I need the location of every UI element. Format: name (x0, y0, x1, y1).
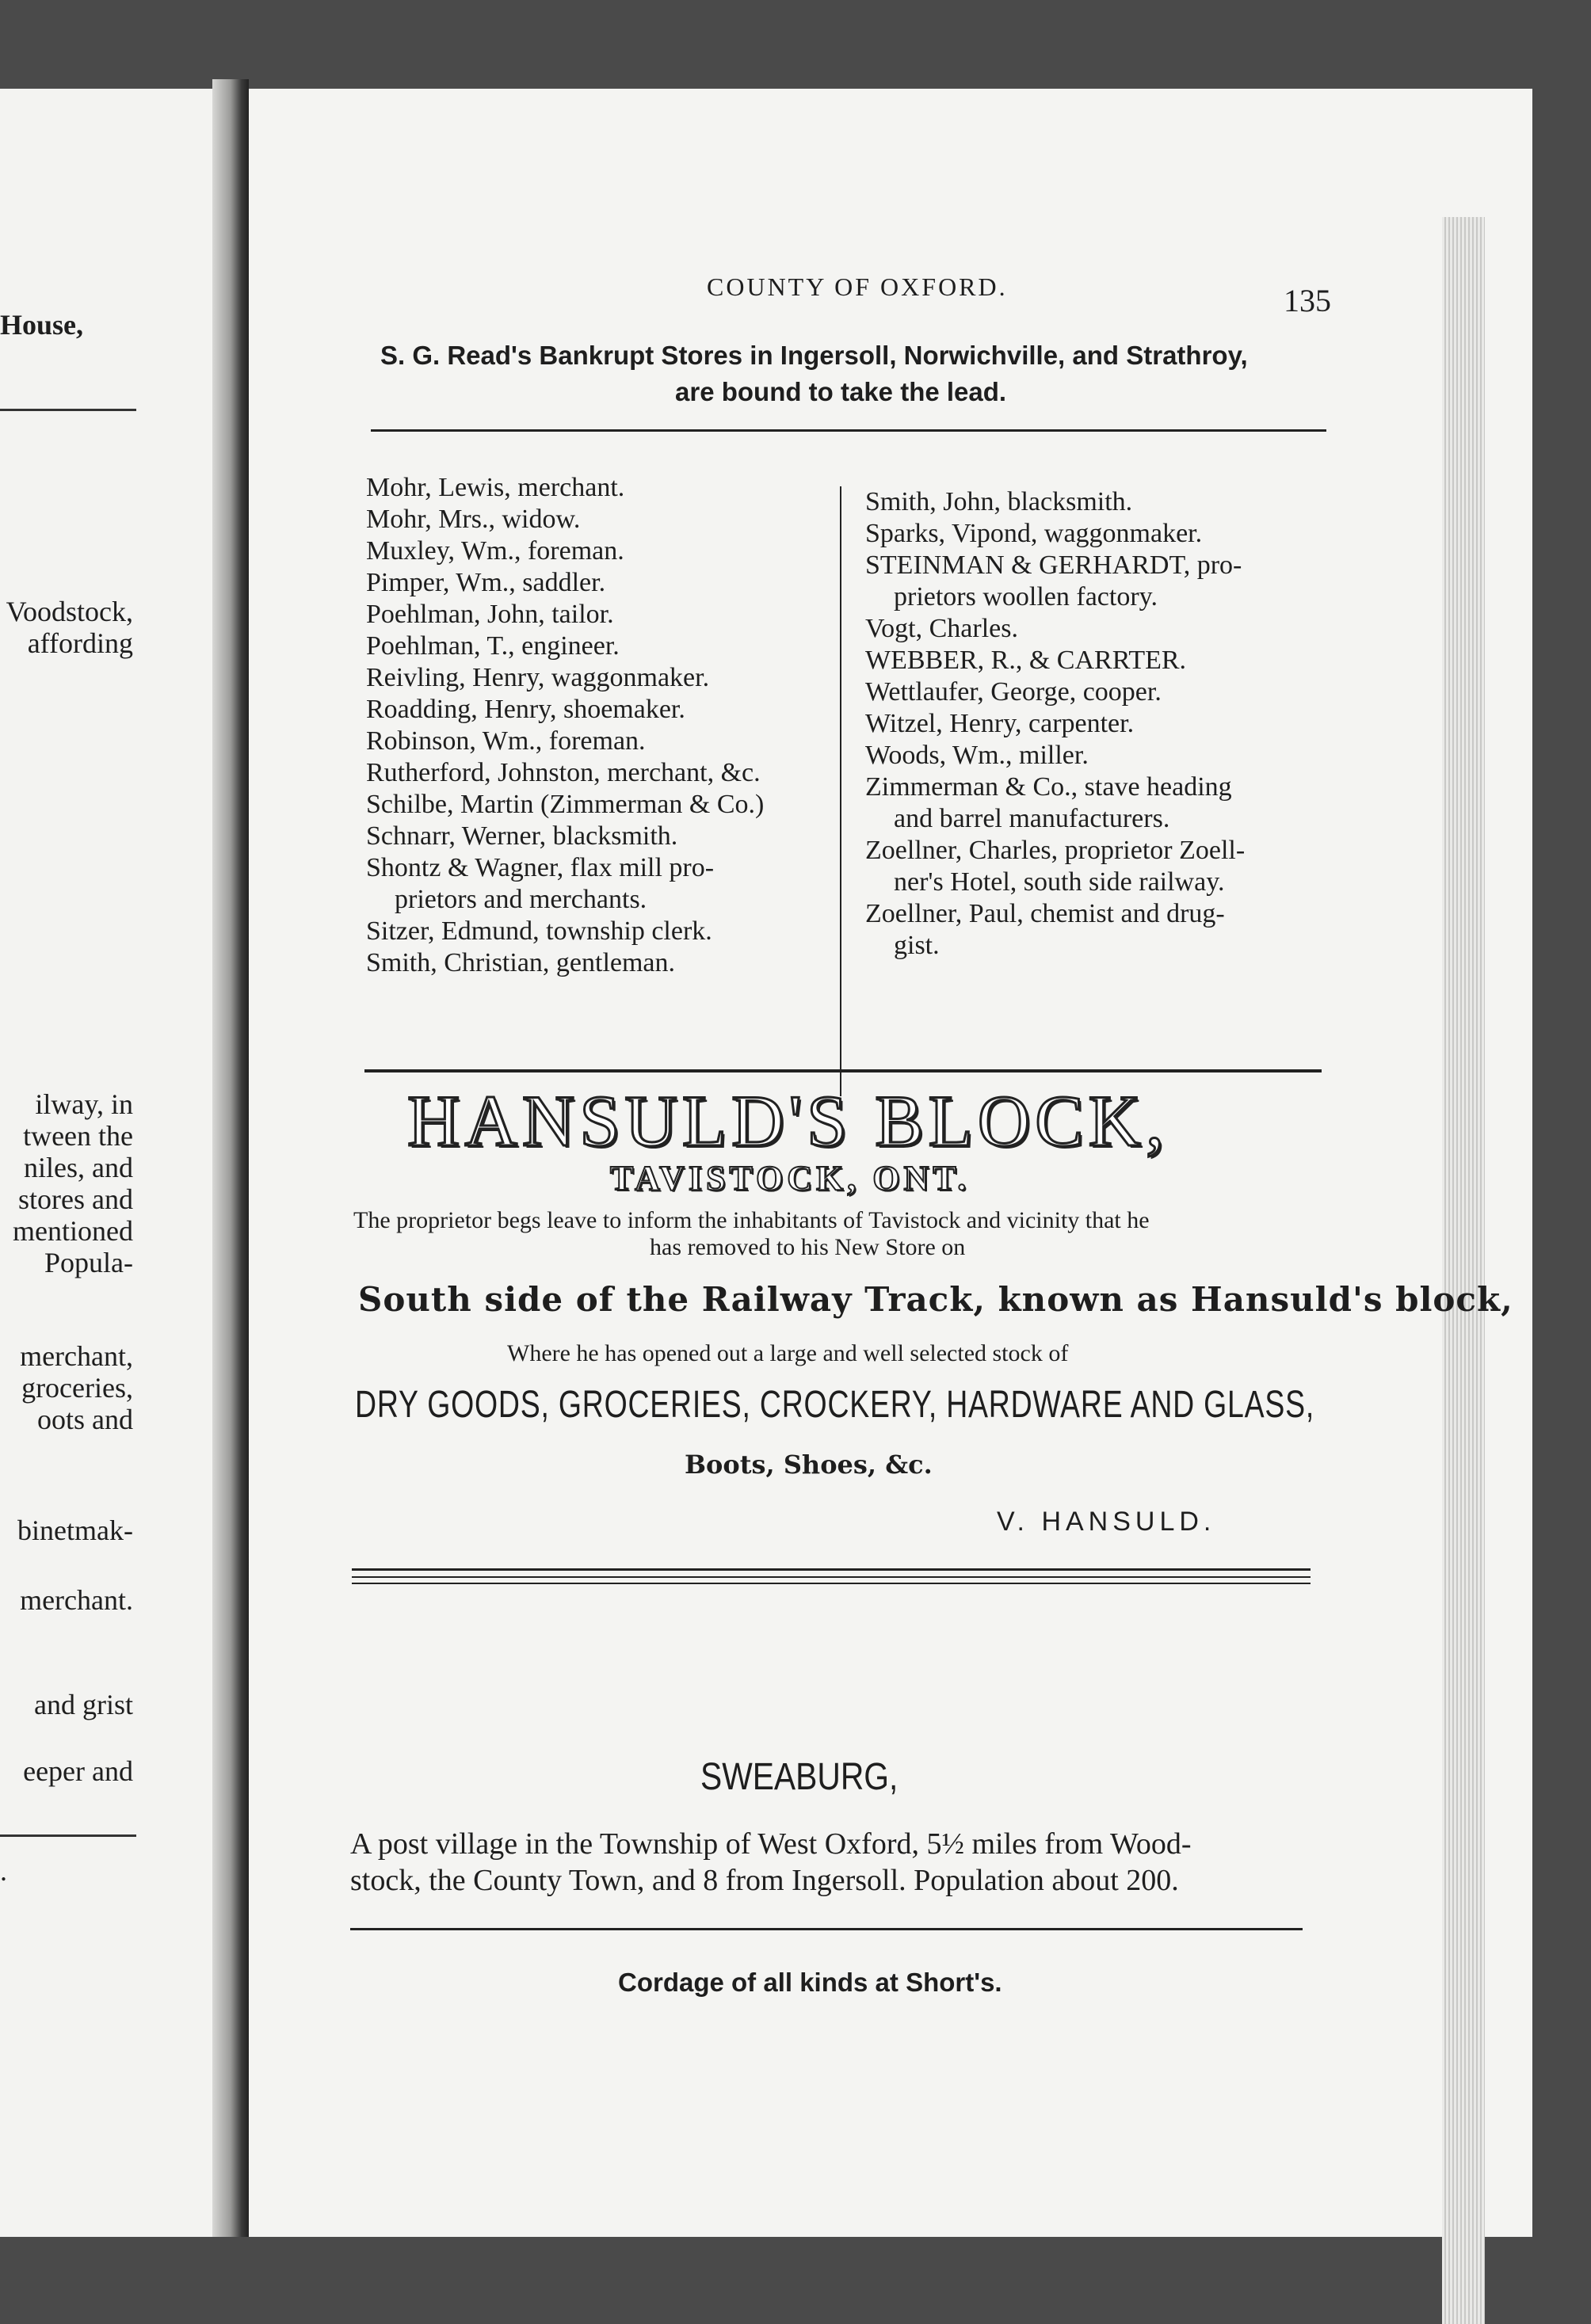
left-fragment: binetmak- (17, 1514, 133, 1546)
double-rule (352, 1568, 1311, 1571)
left-fragment: Popula- (44, 1247, 133, 1278)
directory-entry: and barrel manufacturers. (894, 804, 1170, 833)
directory-entry: Schilbe, Martin (Zimmerman & Co.) (366, 790, 765, 819)
advert-title: HANSULD'S BLOCK, (407, 1080, 1169, 1161)
directory-entry: Pimper, Wm., saddler. (366, 568, 606, 597)
left-fragment: affording (27, 627, 133, 659)
directory-entry: Smith, John, blacksmith. (865, 487, 1133, 516)
left-rule (0, 1834, 136, 1837)
directory-entry: Woods, Wm., miller. (865, 741, 1089, 770)
directory-entry: Schnarr, Werner, blacksmith. (366, 821, 678, 851)
page-edges (1442, 217, 1485, 2324)
directory-entry: Zoellner, Charles, proprietor Zoell- (865, 836, 1246, 865)
directory-entry: STEINMAN & GERHARDT, pro- (865, 551, 1242, 580)
advert-intro: The proprietor begs leave to inform the inhabitants of Tavistock and vicinity that he (353, 1207, 1150, 1233)
directory-entry: Mohr, Mrs., widow. (366, 505, 581, 534)
directory-entry: Roadding, Henry, shoemaker. (366, 695, 685, 724)
directory-entry: Zoellner, Paul, chemist and drug- (865, 899, 1225, 928)
directory-entry: ner's Hotel, south side railway. (894, 867, 1225, 897)
advert-boots: Boots, Shoes, &c. (685, 1450, 933, 1480)
section-title: SWEABURG, (700, 1756, 899, 1798)
top-ad-line: S. G. Read's Bankrupt Stores in Ingersoll, Norwichville, and Strathroy, (380, 341, 1248, 370)
directory-entry: Muxley, Wm., foreman. (366, 536, 624, 566)
directory-entry: Zimmerman & Co., stave heading (865, 772, 1232, 802)
top-ad-line: are bound to take the lead. (675, 377, 1007, 406)
directory-entry: Mohr, Lewis, merchant. (366, 473, 625, 502)
rule (364, 1069, 1322, 1072)
book-spine (212, 79, 249, 2237)
left-fragment: . (0, 1855, 7, 1887)
rule (371, 429, 1326, 432)
directory-entry: Poehlman, John, tailor. (366, 600, 614, 629)
advert-subtitle: TAVISTOCK, ONT. (610, 1159, 971, 1198)
rule (350, 1928, 1303, 1930)
double-rule (352, 1576, 1311, 1578)
directory-entry: Witzel, Henry, carpenter. (865, 709, 1135, 738)
right-page (249, 89, 1532, 2237)
left-fragment: ilway, in (35, 1088, 133, 1120)
advert-signature: V. HANSULD. (997, 1507, 1216, 1537)
directory-entry: WEBBER, R., & CARRTER. (865, 646, 1187, 675)
directory-entry: Smith, Christian, gentleman. (366, 948, 676, 977)
directory-entry: gist. (894, 931, 940, 960)
left-fragment: mentioned (13, 1215, 133, 1247)
section-text: stock, the County Town, and 8 from Ingersoll. Population about 200. (350, 1864, 1179, 1897)
directory-entry: Sparks, Vipond, waggonmaker. (865, 519, 1203, 548)
directory-entry: Wettlaufer, George, cooper. (865, 677, 1162, 707)
advert-gothic-line: South side of the Railway Track, known as Hansuld's block, (358, 1280, 1513, 1319)
left-fragment: eeper and (23, 1755, 133, 1787)
column-divider (840, 486, 841, 1096)
double-rule (352, 1583, 1311, 1584)
section-text: A post village in the Township of West Oxford, 5½ miles from Wood- (350, 1827, 1192, 1861)
left-fragment: House, (0, 309, 84, 341)
footer-ad: Cordage of all kinds at Short's. (618, 1968, 1002, 1997)
directory-entry: Sitzer, Edmund, township clerk. (366, 916, 712, 946)
left-fragment: groceries, (21, 1372, 133, 1404)
directory-entry: prietors woollen factory. (894, 582, 1158, 611)
directory-entry: prietors and merchants. (395, 885, 647, 914)
left-fragment: merchant. (20, 1584, 133, 1616)
advert-intro: has removed to his New Store on (650, 1234, 966, 1260)
left-fragment: merchant, (20, 1340, 133, 1372)
left-page (0, 89, 212, 2237)
running-header: COUNTY OF OXFORD. (707, 272, 1008, 301)
page-number: 135 (1284, 283, 1331, 318)
left-fragment: and grist (34, 1689, 133, 1720)
left-fragment: tween the (23, 1120, 133, 1152)
left-rule (0, 409, 136, 411)
directory-left-column (366, 472, 764, 979)
directory-entry: Robinson, Wm., foreman. (366, 726, 646, 756)
left-fragment: stores and (18, 1183, 133, 1215)
left-fragment: Voodstock, (6, 596, 133, 627)
directory-entry: Poehlman, T., engineer. (366, 631, 620, 661)
advert-goods: DRY GOODS, GROCERIES, CROCKERY, HARDWARE AND GLASS, (355, 1384, 1315, 1426)
directory-entry: Vogt, Charles. (865, 614, 1018, 643)
directory-entry: Reivling, Henry, waggonmaker. (366, 663, 710, 692)
left-fragment: niles, and (24, 1152, 133, 1183)
directory-right-column (865, 486, 1245, 962)
directory-entry: Rutherford, Johnston, merchant, &c. (366, 758, 761, 787)
directory-entry: Shontz & Wagner, flax mill pro- (366, 853, 715, 882)
advert-stock-line: Where he has opened out a large and well selected stock of (507, 1340, 1069, 1366)
left-fragment: oots and (37, 1404, 133, 1435)
